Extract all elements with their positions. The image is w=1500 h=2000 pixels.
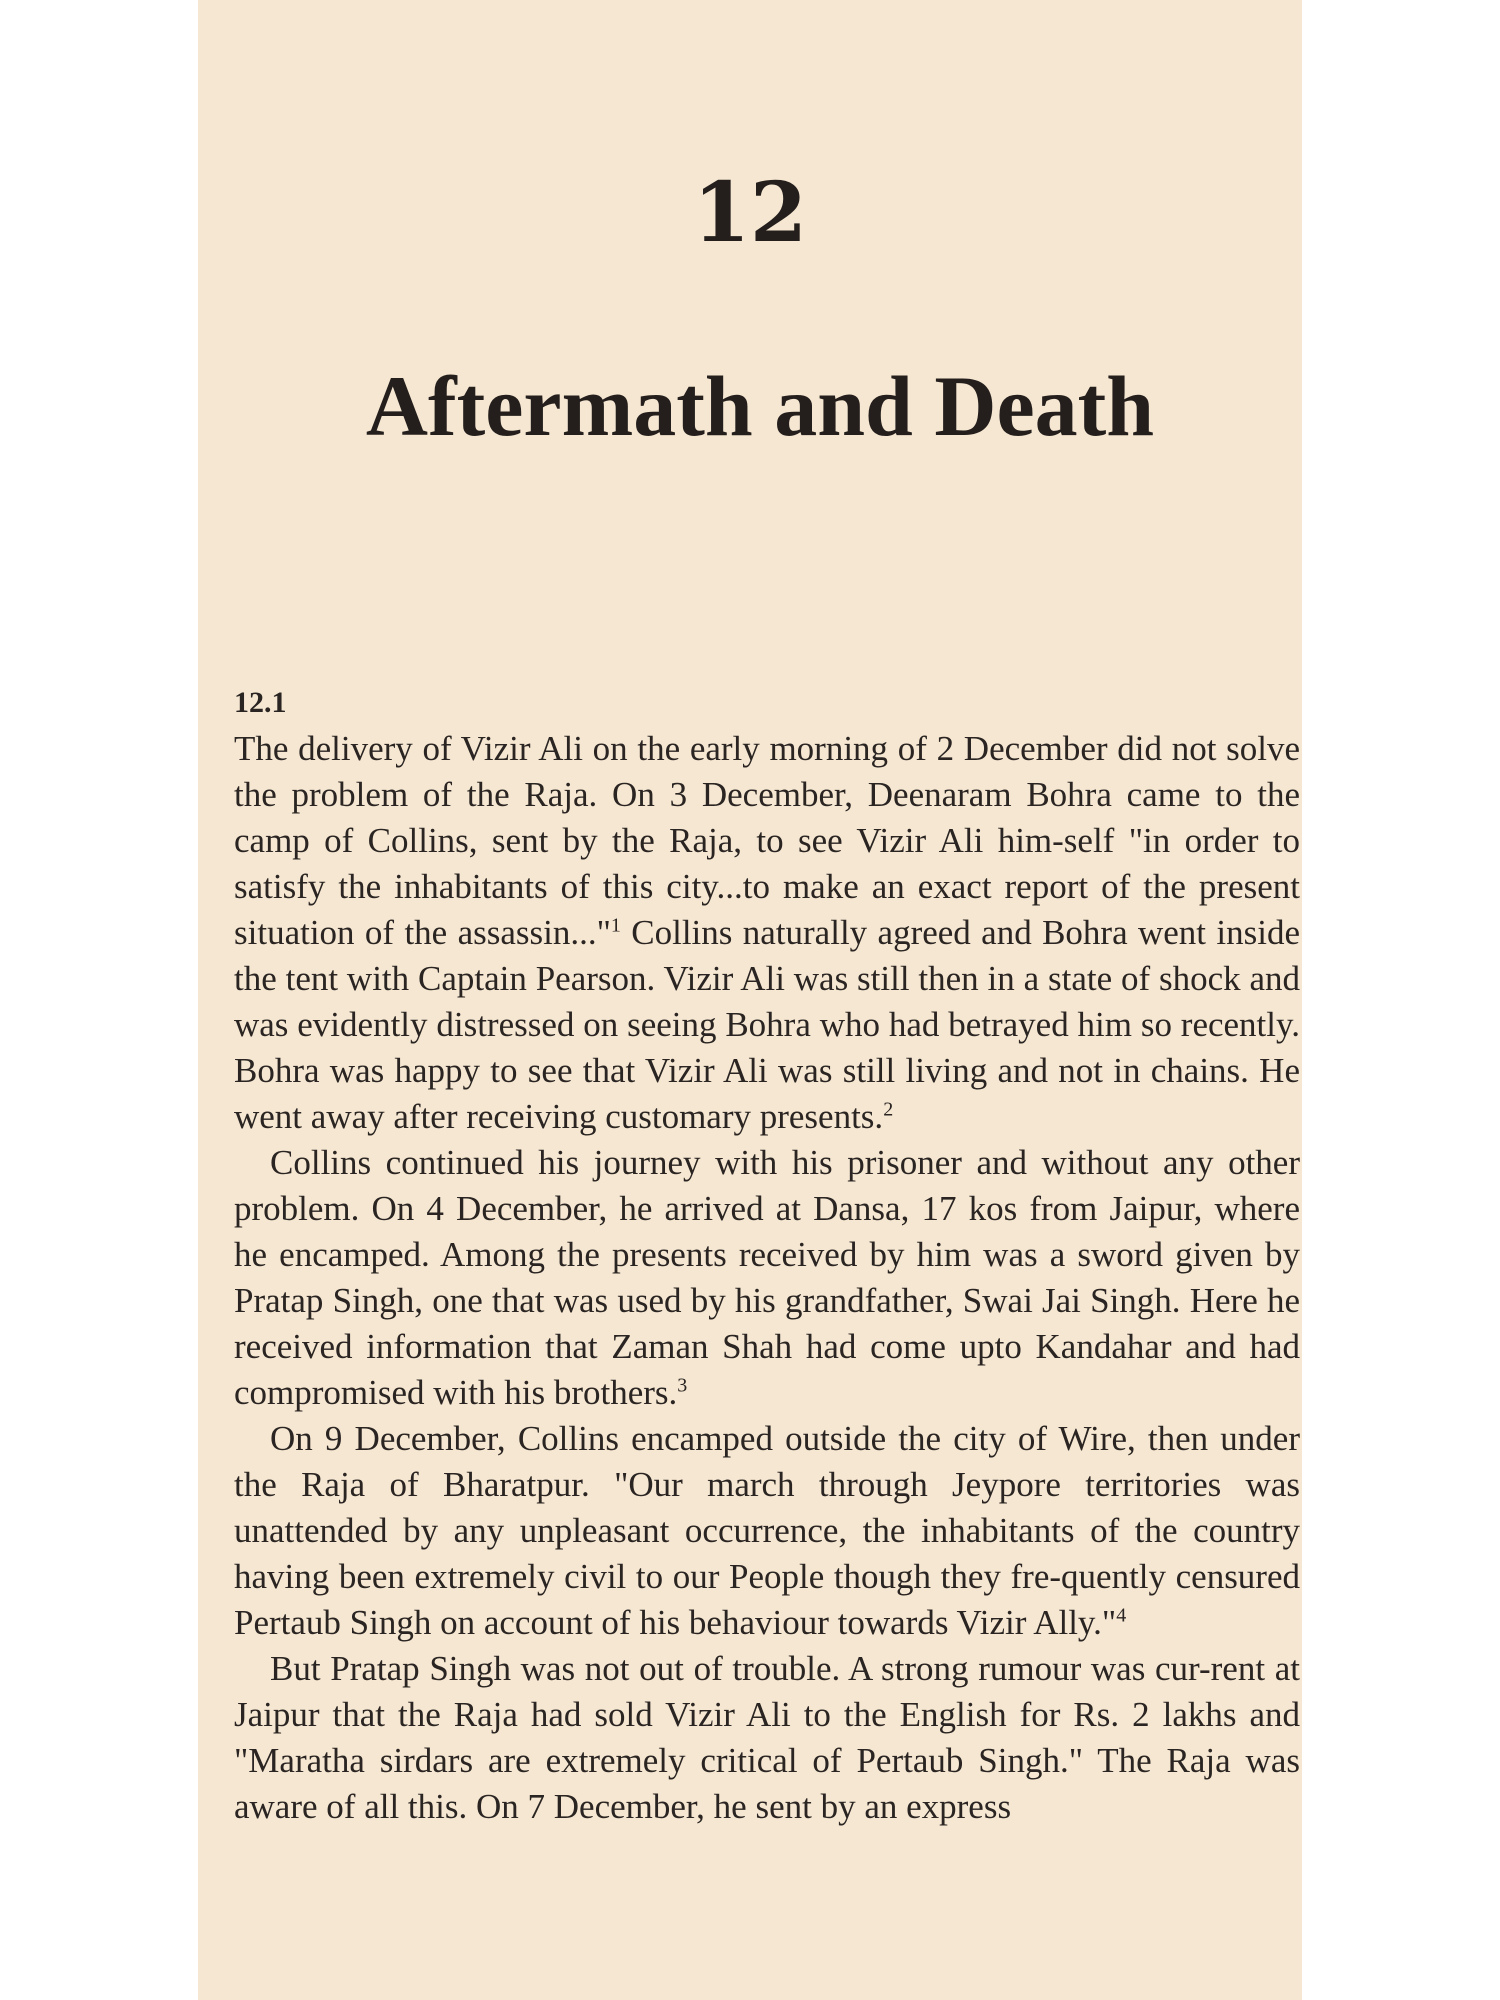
paragraph-2-text: Collins continued his journey with his prisoner and without any other problem. On 4 December, he arrived at Dansa, 17 kos from Jaipur, where he encamped. Among the presents received by him was a sword given by Pratap Singh, one that was used by his grandfather, Swai Jai Singh. Here he received information that Zaman Shah had come upto Kandahar and had compromised with his brothers. — [234, 1143, 1300, 1412]
book-page — [198, 0, 1302, 2000]
paragraph-3-text: On 9 December, Collins encamped outside the city of Wire, then under the Raja of Bharatpur. "Our march through Jeypore territories was unattended by any unpleasant occurrence, the inhabitants of the country having been extremely civil to our People though they fre-quently censured Pertaub Singh on account of his behaviour towards Vizir Ally." — [234, 1419, 1300, 1642]
footnote-marker-3: 3 — [677, 1374, 688, 1397]
footnote-marker-1: 1 — [610, 914, 621, 937]
paragraph-3 — [234, 1416, 1300, 1646]
paragraph-4 — [234, 1646, 1300, 1830]
paragraph-1-text-b: Collins naturally agreed and Bohra went inside the tent with Captain Pearson. Vizir Ali was still then in a state of shock and was evidently distressed on seeing Bohra who had betrayed him so recently. Bohra was happy to see that Vizir Ali was still living and not in chains. He went away after receiving customary presents. — [234, 913, 1300, 1136]
chapter-number: 12 — [692, 165, 808, 261]
footnote-marker-4: 4 — [1116, 1604, 1127, 1627]
section-number: 12.1 — [234, 686, 287, 719]
body-text — [234, 680, 1300, 1830]
footnote-marker-2: 2 — [883, 1098, 894, 1121]
paragraph-1 — [234, 726, 1300, 1140]
paragraph-1-text-a: The delivery of Vizir Ali on the early morning of 2 December did not solve the problem of the Raja. On 3 December, Deenaram Bohra came to the camp of Collins, sent by the Raja, to see Vizir Ali him-self "in order to satisfy the inhabitants of this city...to make an exact report of the present situation of the assassin..." — [234, 729, 1300, 952]
chapter-title: Aftermath and Death — [365, 358, 1155, 454]
paragraph-2 — [234, 1140, 1300, 1416]
paragraph-4-text: But Pratap Singh was not out of trouble. A strong rumour was cur-rent at Jaipur that the Raja had sold Vizir Ali to the English for Rs. 2 lakhs and "Maratha sirdars are extremely critical of Pertaub Singh." The Raja was aware of all this. On 7 December, he sent by an express — [234, 1649, 1300, 1826]
